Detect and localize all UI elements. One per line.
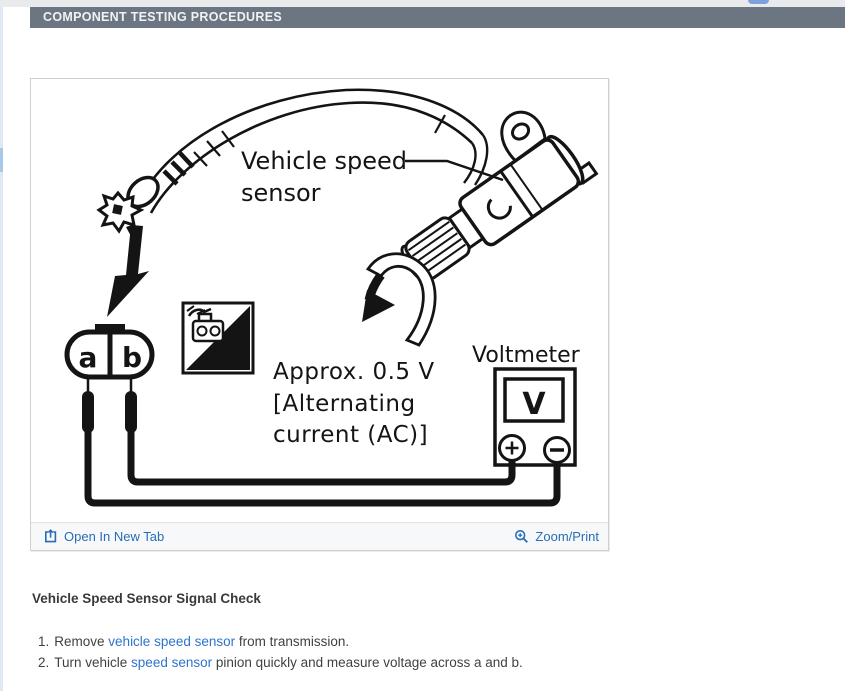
section-header [30,7,845,28]
step-2-text-post: pinion quickly and measure voltage across a and b. [212,655,523,670]
sensor-label-line2: sensor [241,179,321,207]
open-in-new-tab-link[interactable] [43,529,164,544]
sensor-label-line1: Vehicle speed [241,147,407,175]
terminal-a-label: a [78,341,98,374]
procedure-heading: Vehicle Speed Sensor Signal Check [32,591,261,606]
zoom-print-label: Zoom/Print [535,529,599,544]
approx-voltage-text: Approx. 0.5 V [273,359,435,385]
step-1-text-post: from transmission. [235,634,350,649]
figure-toolbar [31,522,608,550]
step-1-text-pre: Remove [54,634,109,649]
alternating-text: [Alternating [273,391,416,417]
label-pointer-line [405,161,503,180]
step-2 [38,652,523,673]
figure-viewer-card [30,78,609,551]
minus-terminal-icon [545,438,570,463]
step-1-number: 1. [38,634,50,649]
plus-terminal-icon [500,436,525,461]
left-edge-scroll-accent [0,148,3,172]
zoom-print-link[interactable] [514,529,599,544]
voltmeter-label: Voltmeter [472,343,580,368]
rotation-arrow [362,254,435,345]
step-2-text-pre: Turn vehicle [54,655,132,670]
top-edge-blue-fragment [748,0,769,4]
ts-badge [183,303,253,373]
step-1-link[interactable]: vehicle speed sensor [108,634,236,649]
step-1 [38,631,523,652]
current-ac-text: current (AC)] [273,422,429,448]
terminal-b-label: b [121,341,143,374]
step-2-link[interactable]: speed sensor [131,655,213,670]
step-2-number: 2. [38,655,50,670]
diagram-image [31,79,608,522]
zoom-in-icon [514,529,529,544]
open-in-new-tab-icon [43,529,58,544]
top-edge-strip [0,0,845,7]
section-title: COMPONENT TESTING PROCEDURES [43,10,282,24]
open-in-new-tab-label: Open In New Tab [64,529,165,544]
ts-badge-label: T.S. [212,346,244,364]
cable-end-fitting [99,153,193,238]
left-edge-strip [0,7,3,691]
connector-drawing [67,324,152,433]
voltmeter-display: V [522,387,546,422]
down-arrow [107,225,149,317]
procedure-steps [38,631,523,673]
